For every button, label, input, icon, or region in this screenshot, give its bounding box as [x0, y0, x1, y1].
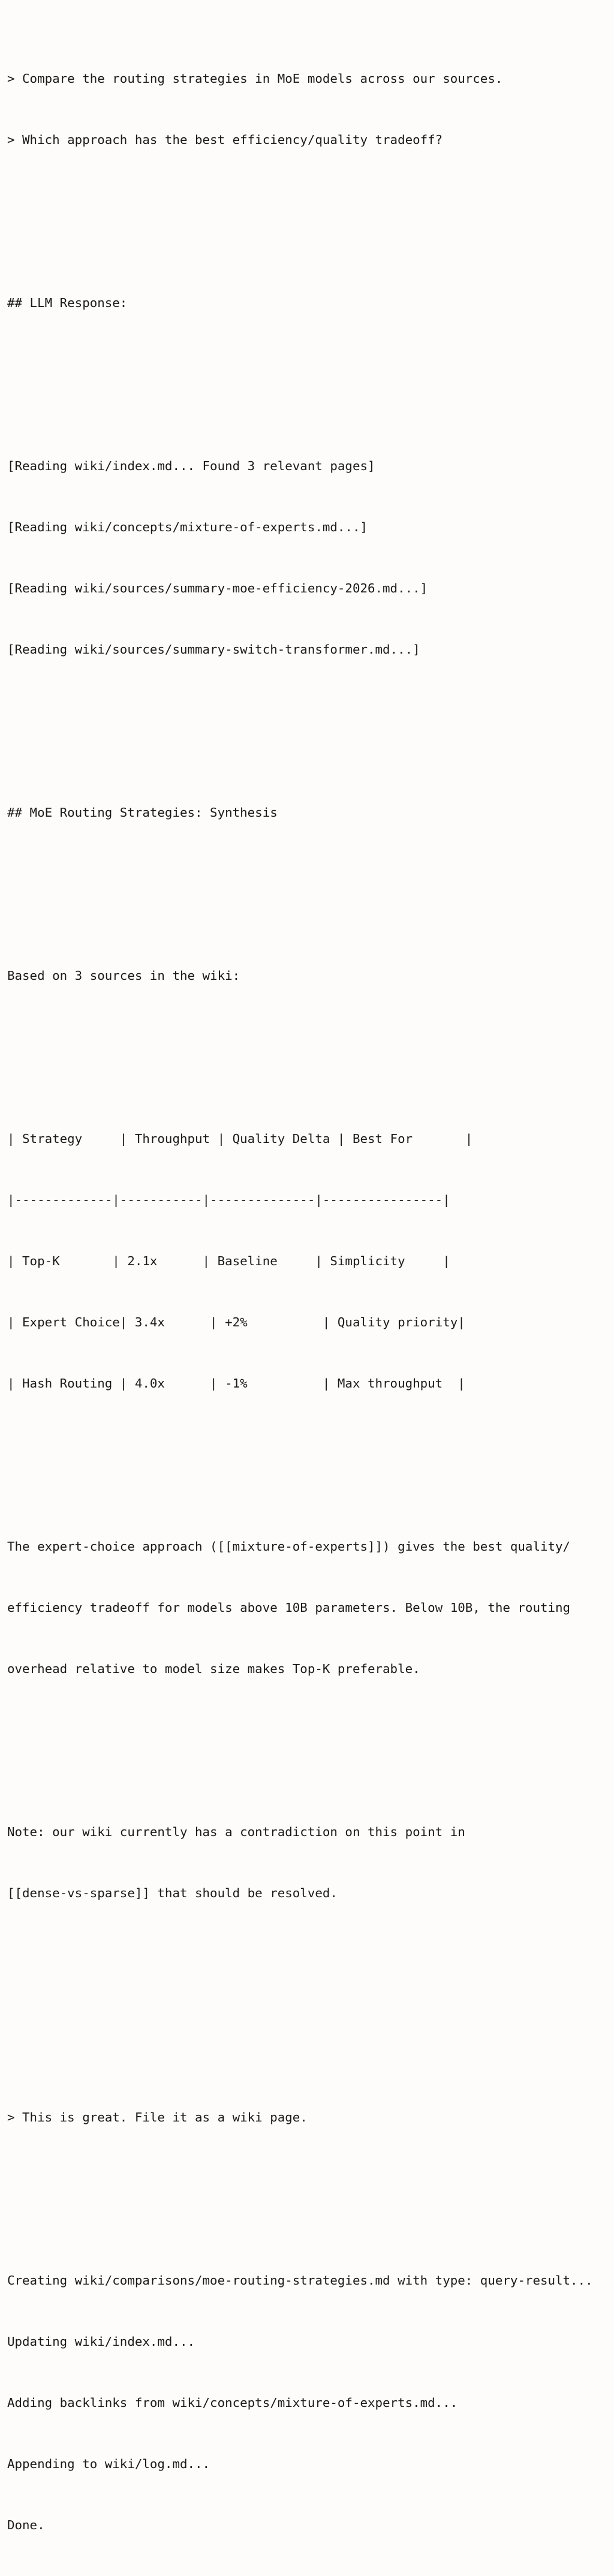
conclusion-line-2: efficiency tradeoff for models above 10B parameters. Below 10B, the routing	[7, 1600, 571, 1615]
blank-line	[7, 2026, 614, 2046]
table-row: | Top-K | 2.1x | Baseline | Simplicity |	[7, 1254, 450, 1268]
tool-log-read-switch-transformer: [Reading wiki/sources/summary-switch-transformer.md...]	[7, 642, 420, 657]
user-prompt-line-1: > Compare the routing strategies in MoE models across our sources.	[7, 71, 503, 86]
user-prompt-line-2: > Which approach has the best efficiency/quality tradeoff?	[7, 133, 443, 147]
synthesis-intro: Based on 3 sources in the wiki:	[7, 968, 240, 983]
blank-line	[7, 2189, 614, 2209]
write-log-adding-backlinks: Adding backlinks from wiki/concepts/mixture-of-experts.md...	[7, 2396, 458, 2410]
write-log-done: Done.	[7, 2518, 45, 2532]
blank-line	[7, 1047, 614, 1067]
blank-line	[7, 1964, 614, 1985]
blank-line	[7, 211, 614, 231]
blank-line	[7, 1740, 614, 1761]
tool-log-read-moe-efficiency: [Reading wiki/sources/summary-moe-efficiency-2026.md...]	[7, 581, 428, 595]
contradiction-note-line-1: Note: our wiki currently has a contradiction on this point in	[7, 1825, 465, 1839]
table-header-row: | Strategy | Throughput | Quality Delta | Best For |	[7, 1131, 473, 1146]
user-prompt-file-as-wiki-page: > This is great. File it as a wiki page.	[7, 2110, 308, 2124]
synthesis-heading: ## MoE Routing Strategies: Synthesis	[7, 805, 278, 820]
blank-line	[7, 884, 614, 904]
conclusion-line-1: The expert-choice approach ([[mixture-of-experts]]) gives the best quality/	[7, 1539, 571, 1554]
contradiction-note-line-2: [[dense-vs-sparse]] that should be resolved.	[7, 1886, 338, 1900]
blank-line	[7, 1455, 614, 1475]
write-log-updating-index: Updating wiki/index.md...	[7, 2334, 195, 2349]
blank-line	[7, 374, 614, 395]
table-separator-row: |-------------|-----------|--------------|----------------|	[7, 1193, 450, 1207]
write-log-creating-page: Creating wiki/comparisons/moe-routing-strategies.md with type: query-result...	[7, 2273, 593, 2288]
table-row: | Expert Choice| 3.4x | +2% | Quality priority|	[7, 1315, 465, 1329]
blank-line	[7, 721, 614, 741]
tool-log-read-index: [Reading wiki/index.md... Found 3 relevant pages]	[7, 459, 375, 473]
llm-response-heading: ## LLM Response:	[7, 296, 128, 310]
tool-log-read-mixture-of-experts: [Reading wiki/concepts/mixture-of-experts.md...]	[7, 520, 368, 534]
write-log-appending-log: Appending to wiki/log.md...	[7, 2457, 210, 2471]
conclusion-line-3: overhead relative to model size makes Top-K preferable.	[7, 1662, 420, 1676]
table-row: | Hash Routing | 4.0x | -1% | Max throughput |	[7, 1376, 465, 1391]
